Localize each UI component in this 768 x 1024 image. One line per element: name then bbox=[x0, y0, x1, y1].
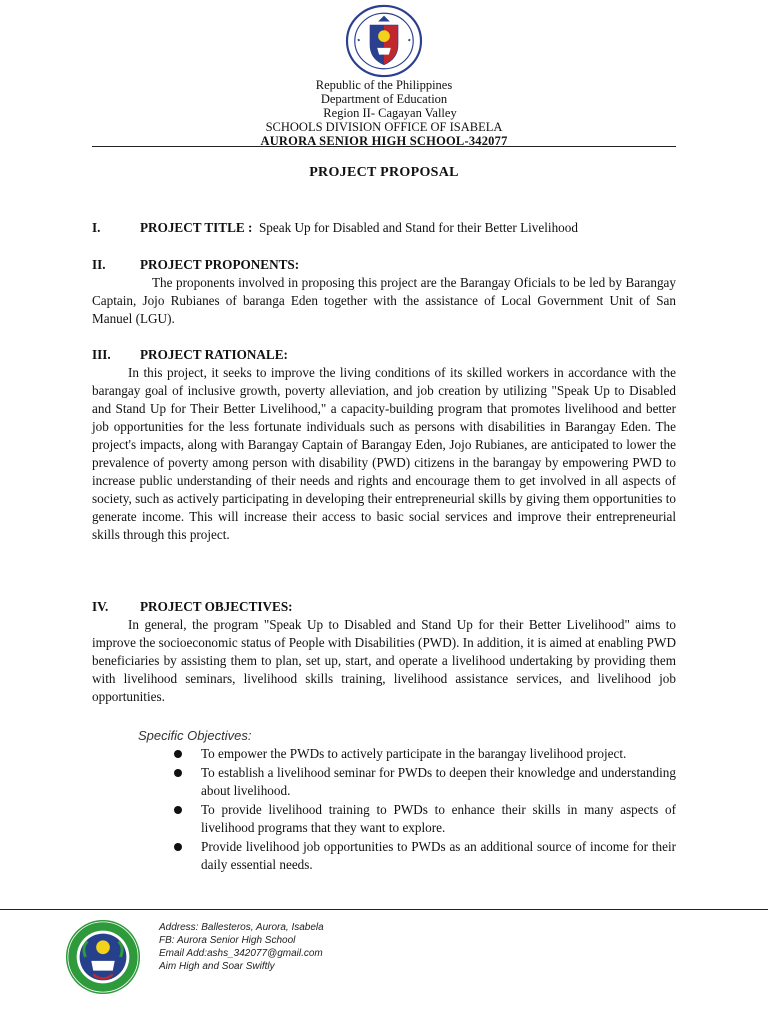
deped-seal-icon bbox=[345, 4, 423, 78]
footer-facebook: FB: Aurora Senior High School bbox=[159, 935, 296, 946]
bullet-icon bbox=[174, 750, 182, 758]
header-divider bbox=[92, 146, 676, 147]
list-item bbox=[172, 801, 676, 837]
section-number: III. bbox=[92, 347, 111, 362]
letterhead bbox=[0, 78, 768, 148]
footer-divider bbox=[0, 909, 768, 910]
section-body: In this project, it seeks to improve the living conditions of its skilled workers in accordance with the barangay goal of inclusive growth, poverty alleviation, and job creation by utilizing "Speak Up to Disabled and Stand Up for Their Better Livelihood," a capacity-building program that promotes livelihood and better job opportunities for the less fortunate individuals such as persons with disabilities in Barangay Eden. The project's impacts, along with Barangay Captain of Barangay Eden, Jojo Rubianes, are anticipated to lower the prevalence of poverty among person with disability (PWD) citizens in the barangay by empowering PWD to increase public understanding of their needs and rights and encourage them to get involved in all aspects of society, such as actively participating in developing their entrepreneurial skills by giving them opportunities to generate income. This will increase their access to basic social services and improve their entrepreneurial skills through this project. bbox=[92, 365, 676, 542]
footer-email: Email Add:ashs_342077@gmail.com bbox=[159, 948, 323, 959]
section-project-objectives bbox=[92, 598, 676, 706]
section-project-title bbox=[92, 219, 676, 237]
bullet-icon bbox=[174, 843, 182, 851]
letterhead-school: AURORA SENIOR HIGH SCHOOL-342077 bbox=[260, 134, 508, 148]
section-number: I. bbox=[92, 220, 101, 235]
section-label: PROJECT RATIONALE: bbox=[140, 347, 288, 362]
section-project-proponents bbox=[92, 256, 676, 328]
specific-objectives-heading: Specific Objectives: bbox=[138, 728, 252, 743]
list-item bbox=[172, 838, 676, 874]
list-item bbox=[172, 745, 676, 763]
list-item bbox=[172, 764, 676, 800]
section-number: IV. bbox=[92, 599, 109, 614]
list-item-text: To empower the PWDs to actively participate in the barangay livelihood project. bbox=[201, 746, 627, 761]
project-title-value: Speak Up for Disabled and Stand for their Better Livelihood bbox=[258, 220, 578, 235]
list-item-text: To provide livelihood training to PWDs to enhance their skills in many aspects of livelihood programs that they want to explore. bbox=[201, 802, 676, 835]
document-title: PROJECT PROPOSAL bbox=[309, 165, 459, 180]
letterhead-republic: Republic of the Philippines bbox=[315, 78, 453, 92]
section-body: In general, the program "Speak Up to Disabled and Stand Up for their Better Livelihood" aims to improve the socioeconomic status of People with Disabilities (PWD). In addition, it is aimed at enabling PWD beneficiaries by assisting them to plan, set up, start, and operate a livelihood undertaking by providing them with livelihood seminars, livelihood skills training, livelihood assistance services, and livelihood job opportunities. bbox=[92, 617, 676, 704]
section-number: II. bbox=[92, 257, 106, 272]
section-label: PROJECT OBJECTIVES: bbox=[140, 599, 293, 614]
footer-address: Address: Ballesteros, Aurora, Isabela bbox=[159, 922, 324, 933]
list-item-text: Provide livelihood job opportunities to PWDs as an additional source of income for their daily essential needs. bbox=[201, 839, 676, 872]
bullet-icon bbox=[174, 769, 182, 777]
specific-objectives-list bbox=[172, 745, 676, 875]
school-seal-icon bbox=[64, 918, 142, 996]
section-body: The proponents involved in proposing this project are the Barangay Oficials to be led by Barangay Captain, Jojo Rubianes of baranga Eden together with the assistance of Local Government Unit of San Manuel (LGU). bbox=[92, 275, 676, 326]
letterhead-division: SCHOOLS DIVISION OFFICE OF ISABELA bbox=[265, 120, 503, 134]
letterhead-department: Department of Education bbox=[320, 92, 448, 106]
footer-contact bbox=[159, 921, 324, 973]
section-project-rationale bbox=[92, 346, 676, 544]
footer-motto: Aim High and Soar Swiftly bbox=[159, 961, 275, 972]
letterhead-region: Region II- Cagayan Valley bbox=[323, 106, 457, 120]
section-label: PROJECT PROPONENTS: bbox=[140, 257, 300, 272]
bullet-icon bbox=[174, 806, 182, 814]
list-item-text: To establish a livelihood seminar for PWDs to deepen their knowledge and understanding about livelihood. bbox=[201, 765, 676, 798]
section-label: PROJECT TITLE : bbox=[140, 220, 253, 235]
